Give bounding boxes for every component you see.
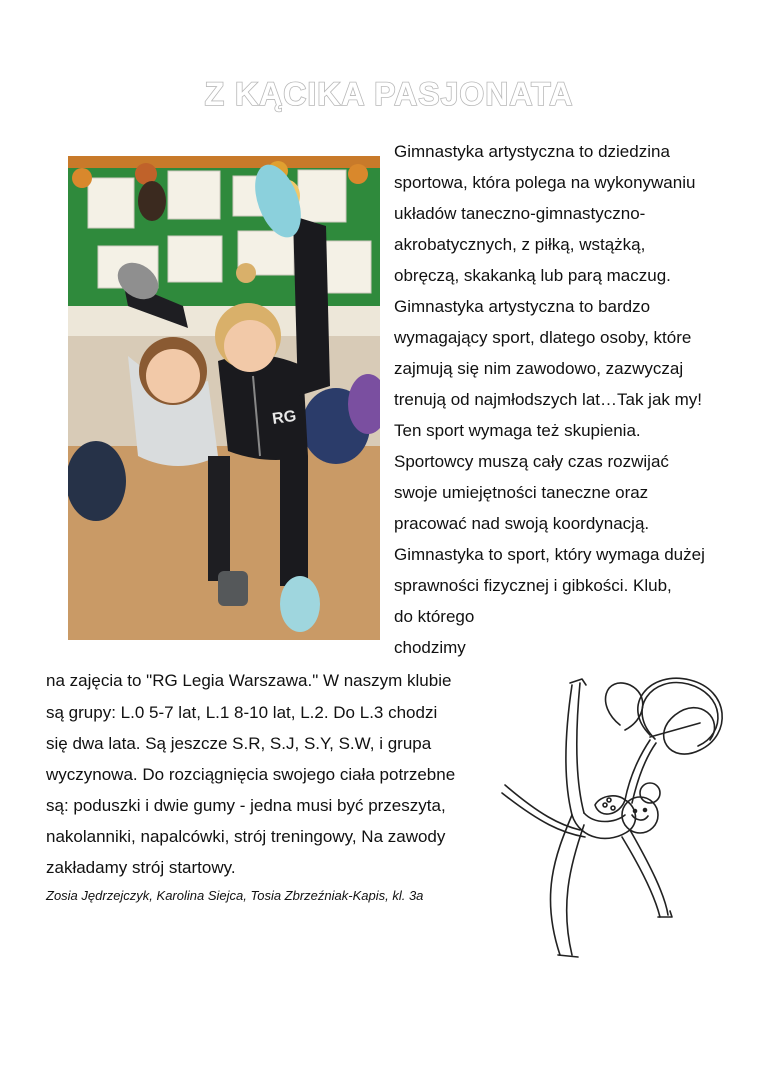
right-column-line: Sportowcy muszą cały czas rozwijać [394, 452, 669, 471]
right-column-line: chodzimy [394, 638, 466, 657]
gymnasts-photo [68, 156, 380, 640]
right-column-line: zajmują się nim zawodowo, zazwyczaj [394, 359, 684, 378]
right-column-line: akrobatycznych, z piłką, wstążką, [394, 235, 646, 254]
right-column-line: pracować nad swoją koordynacją. [394, 514, 650, 533]
bottom-line: wyczynowa. Do rozciągnięcia swojego ciała potrzebne [46, 765, 456, 784]
right-column-line: obręczą, skakanką lub parą maczug. [394, 266, 671, 285]
bottom-line: na zajęcia to "RG Legia Warszawa." W naszym klubie [46, 671, 452, 690]
bottom-line: się dwa lata. Są jeszcze S.R, S.J, S.Y, S.W, i grupa [46, 734, 432, 753]
right-column-line: swoje umiejętności taneczne oraz [394, 483, 649, 502]
right-column-line: Gimnastyka artystyczna to bardzo [394, 297, 651, 316]
right-column-line: Gimnastyka to sport, który wymaga dużej [394, 545, 705, 564]
right-column-line: Ten sport wymaga też skupienia. [394, 421, 641, 440]
right-column-line: trenują od najmłodszych lat…Tak jak my! [394, 390, 703, 409]
right-column-line: układów taneczno-gimnastyczno- [394, 204, 646, 223]
bottom-line: są grupy: L.0 5-7 lat, L.1 8-10 lat, L.2. Do L.3 chodzi [46, 703, 438, 722]
gymnast-ribbon-illustration [500, 665, 740, 965]
page-title: Z KĄCIKA PASJONATA [204, 76, 574, 112]
right-column-line: wymagający sport, dlatego osoby, które [394, 328, 692, 347]
bottom-line: nakolanniki, napalcówki, strój treningowy, Na zawody [46, 827, 446, 846]
right-column-line: sportowa, która polega na wykonywaniu [394, 173, 696, 192]
author-byline: Zosia Jędrzejczyk, Karolina Siejca, Tosia Zbrzeźniak-Kapis, kl. 3a [46, 888, 424, 903]
jacket-print: RG [271, 407, 298, 428]
right-column-line: sprawności fizycznej i gibkości. Klub, [394, 576, 672, 595]
right-column-line: do którego [394, 607, 475, 626]
bottom-line: zakładamy strój startowy. [46, 858, 236, 877]
bottom-line: są: poduszki i dwie gumy - jedna musi być przeszyta, [46, 796, 446, 815]
right-column-line: Gimnastyka artystyczna to dziedzina [394, 142, 670, 161]
